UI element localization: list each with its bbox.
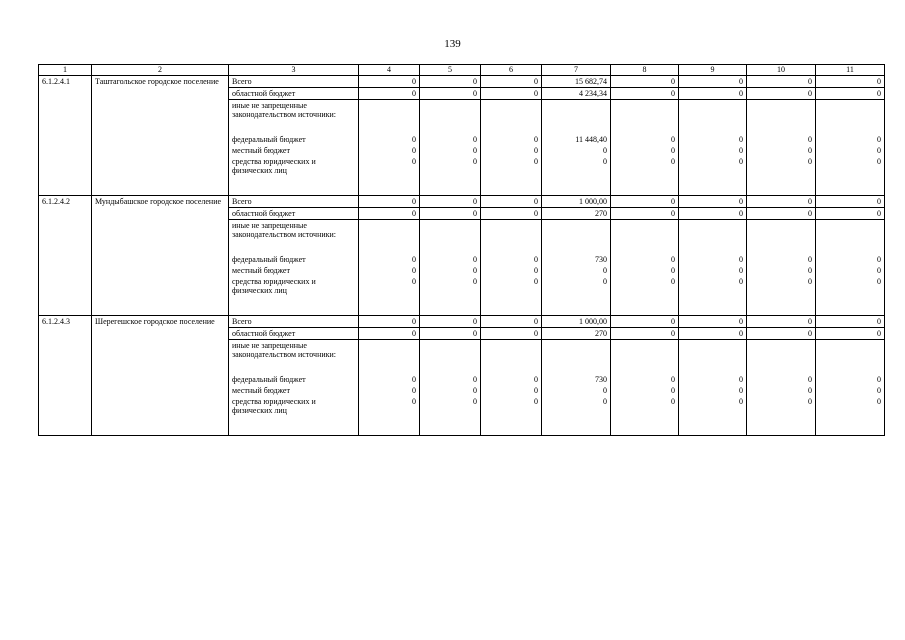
amount-cell: 0 [747, 328, 816, 340]
amount-cell: 0 [481, 208, 542, 220]
amount-cell: 0 [611, 396, 679, 436]
amount-cell: 0 [747, 196, 816, 208]
amount-cell [420, 340, 481, 374]
amount-cell: 0 [420, 88, 481, 100]
amount-cell [679, 100, 747, 134]
budget-table [38, 64, 885, 436]
amount-cell: 0 [420, 134, 481, 145]
amount-cell: 0 [481, 156, 542, 196]
amount-cell: 0 [611, 208, 679, 220]
amount-cell: 0 [359, 276, 420, 316]
amount-cell: 730 [542, 374, 611, 385]
amount-cell: 0 [679, 134, 747, 145]
amount-cell: 0 [747, 88, 816, 100]
amount-cell: 0 [481, 88, 542, 100]
amount-cell: 0 [816, 196, 885, 208]
amount-cell: 0 [420, 265, 481, 276]
amount-cell: 0 [420, 276, 481, 316]
amount-cell: 0 [481, 145, 542, 156]
amount-cell: 0 [747, 156, 816, 196]
amount-cell [542, 100, 611, 134]
table-row [39, 196, 885, 208]
funding-source: средства юридических и физических лиц [229, 396, 359, 436]
column-header: 4 [359, 65, 420, 76]
amount-cell: 0 [679, 276, 747, 316]
column-header: 5 [420, 65, 481, 76]
amount-cell: 11 448,40 [542, 134, 611, 145]
amount-cell: 0 [359, 156, 420, 196]
amount-cell: 0 [816, 76, 885, 88]
section-code: 6.1.2.4.1 [39, 76, 92, 196]
amount-cell: 0 [747, 208, 816, 220]
funding-source: Всего [229, 316, 359, 328]
column-number-row [39, 65, 885, 76]
amount-cell: 4 234,34 [542, 88, 611, 100]
amount-cell: 0 [816, 396, 885, 436]
amount-cell: 0 [611, 76, 679, 88]
funding-source: Всего [229, 76, 359, 88]
funding-source: местный бюджет [229, 145, 359, 156]
amount-cell: 0 [542, 265, 611, 276]
amount-cell [816, 340, 885, 374]
amount-cell: 0 [481, 374, 542, 385]
amount-cell: 0 [542, 156, 611, 196]
amount-cell: 0 [420, 208, 481, 220]
amount-cell [611, 220, 679, 254]
funding-source: федеральный бюджет [229, 254, 359, 265]
amount-cell: 0 [359, 88, 420, 100]
column-header: 7 [542, 65, 611, 76]
amount-cell: 0 [611, 276, 679, 316]
column-header: 1 [39, 65, 92, 76]
amount-cell: 0 [747, 276, 816, 316]
amount-cell: 0 [359, 208, 420, 220]
section-name: Таштагольское городское поселение [92, 76, 229, 196]
section-code: 6.1.2.4.2 [39, 196, 92, 316]
amount-cell: 0 [542, 385, 611, 396]
amount-cell: 0 [747, 265, 816, 276]
section-name: Шерегешское городское поселение [92, 316, 229, 436]
amount-cell [816, 100, 885, 134]
amount-cell: 0 [359, 76, 420, 88]
amount-cell: 0 [679, 385, 747, 396]
section-code: 6.1.2.4.3 [39, 316, 92, 436]
amount-cell: 0 [359, 316, 420, 328]
amount-cell: 0 [420, 196, 481, 208]
amount-cell: 0 [481, 134, 542, 145]
amount-cell: 0 [359, 196, 420, 208]
amount-cell: 0 [420, 396, 481, 436]
amount-cell [611, 100, 679, 134]
amount-cell: 0 [679, 76, 747, 88]
amount-cell: 0 [420, 385, 481, 396]
amount-cell: 0 [747, 134, 816, 145]
amount-cell: 0 [747, 254, 816, 265]
amount-cell: 0 [816, 316, 885, 328]
amount-cell [359, 220, 420, 254]
amount-cell: 0 [420, 254, 481, 265]
amount-cell: 0 [420, 374, 481, 385]
amount-cell: 730 [542, 254, 611, 265]
amount-cell: 15 682,74 [542, 76, 611, 88]
funding-source: федеральный бюджет [229, 134, 359, 145]
amount-cell [481, 100, 542, 134]
funding-source: иные не запрещенные законодательством источники: [229, 220, 359, 254]
funding-source: федеральный бюджет [229, 374, 359, 385]
amount-cell: 0 [679, 145, 747, 156]
amount-cell: 0 [816, 254, 885, 265]
amount-cell: 0 [420, 316, 481, 328]
amount-cell: 0 [611, 88, 679, 100]
amount-cell: 0 [816, 328, 885, 340]
amount-cell: 0 [481, 265, 542, 276]
amount-cell: 0 [611, 328, 679, 340]
amount-cell: 0 [679, 254, 747, 265]
amount-cell: 0 [679, 88, 747, 100]
amount-cell [816, 220, 885, 254]
table-row [39, 316, 885, 328]
amount-cell: 0 [679, 156, 747, 196]
amount-cell: 0 [359, 374, 420, 385]
amount-cell: 0 [359, 328, 420, 340]
amount-cell: 0 [481, 396, 542, 436]
amount-cell [481, 340, 542, 374]
amount-cell: 0 [816, 88, 885, 100]
amount-cell: 0 [611, 385, 679, 396]
amount-cell: 0 [747, 76, 816, 88]
amount-cell: 0 [747, 374, 816, 385]
amount-cell: 0 [481, 385, 542, 396]
amount-cell: 1 000,00 [542, 316, 611, 328]
amount-cell: 0 [611, 265, 679, 276]
amount-cell: 0 [481, 328, 542, 340]
table-body [39, 76, 885, 436]
amount-cell: 0 [481, 196, 542, 208]
amount-cell: 0 [816, 374, 885, 385]
amount-cell: 0 [611, 374, 679, 385]
amount-cell: 0 [359, 254, 420, 265]
amount-cell: 0 [420, 156, 481, 196]
funding-source: Всего [229, 196, 359, 208]
funding-source: областной бюджет [229, 328, 359, 340]
amount-cell [611, 340, 679, 374]
amount-cell [679, 220, 747, 254]
amount-cell: 0 [679, 396, 747, 436]
amount-cell: 0 [816, 276, 885, 316]
amount-cell: 0 [542, 145, 611, 156]
amount-cell: 0 [611, 254, 679, 265]
amount-cell: 0 [611, 196, 679, 208]
amount-cell: 0 [679, 328, 747, 340]
amount-cell: 0 [359, 134, 420, 145]
amount-cell: 0 [611, 145, 679, 156]
column-header: 8 [611, 65, 679, 76]
amount-cell: 270 [542, 328, 611, 340]
column-header: 3 [229, 65, 359, 76]
amount-cell: 0 [747, 396, 816, 436]
amount-cell: 0 [816, 265, 885, 276]
amount-cell: 0 [359, 385, 420, 396]
amount-cell: 0 [816, 156, 885, 196]
amount-cell: 0 [679, 265, 747, 276]
amount-cell: 0 [747, 316, 816, 328]
amount-cell: 0 [481, 254, 542, 265]
amount-cell: 0 [542, 276, 611, 316]
funding-source: областной бюджет [229, 208, 359, 220]
amount-cell: 0 [816, 134, 885, 145]
amount-cell: 0 [611, 316, 679, 328]
page-number: 139 [444, 38, 461, 50]
funding-source: средства юридических и физических лиц [229, 156, 359, 196]
amount-cell: 0 [481, 76, 542, 88]
amount-cell: 0 [359, 396, 420, 436]
amount-cell: 0 [816, 208, 885, 220]
section-name: Мундыбашское городское поселение [92, 196, 229, 316]
amount-cell [359, 340, 420, 374]
amount-cell: 0 [747, 145, 816, 156]
amount-cell: 0 [816, 385, 885, 396]
amount-cell: 0 [420, 145, 481, 156]
column-header: 10 [747, 65, 816, 76]
amount-cell [747, 340, 816, 374]
amount-cell [679, 340, 747, 374]
column-header: 9 [679, 65, 747, 76]
amount-cell [420, 220, 481, 254]
amount-cell: 0 [359, 145, 420, 156]
funding-source: иные не запрещенные законодательством источники: [229, 340, 359, 374]
table-row [39, 76, 885, 88]
amount-cell [747, 220, 816, 254]
amount-cell: 0 [611, 134, 679, 145]
funding-source: местный бюджет [229, 385, 359, 396]
column-header: 2 [92, 65, 229, 76]
amount-cell: 0 [679, 208, 747, 220]
amount-cell: 0 [747, 385, 816, 396]
funding-source: местный бюджет [229, 265, 359, 276]
amount-cell: 0 [816, 145, 885, 156]
amount-cell: 0 [611, 156, 679, 196]
funding-source: средства юридических и физических лиц [229, 276, 359, 316]
funding-source: областной бюджет [229, 88, 359, 100]
amount-cell [542, 340, 611, 374]
amount-cell [481, 220, 542, 254]
amount-cell: 0 [420, 328, 481, 340]
amount-cell: 1 000,00 [542, 196, 611, 208]
column-header: 11 [816, 65, 885, 76]
column-header: 6 [481, 65, 542, 76]
amount-cell: 270 [542, 208, 611, 220]
amount-cell: 0 [679, 196, 747, 208]
amount-cell: 0 [679, 316, 747, 328]
amount-cell: 0 [359, 265, 420, 276]
amount-cell: 0 [481, 316, 542, 328]
funding-source: иные не запрещенные законодательством источники: [229, 100, 359, 134]
amount-cell: 0 [679, 374, 747, 385]
amount-cell: 0 [420, 76, 481, 88]
amount-cell [542, 220, 611, 254]
amount-cell [359, 100, 420, 134]
amount-cell: 0 [542, 396, 611, 436]
amount-cell: 0 [481, 276, 542, 316]
amount-cell [420, 100, 481, 134]
amount-cell [747, 100, 816, 134]
